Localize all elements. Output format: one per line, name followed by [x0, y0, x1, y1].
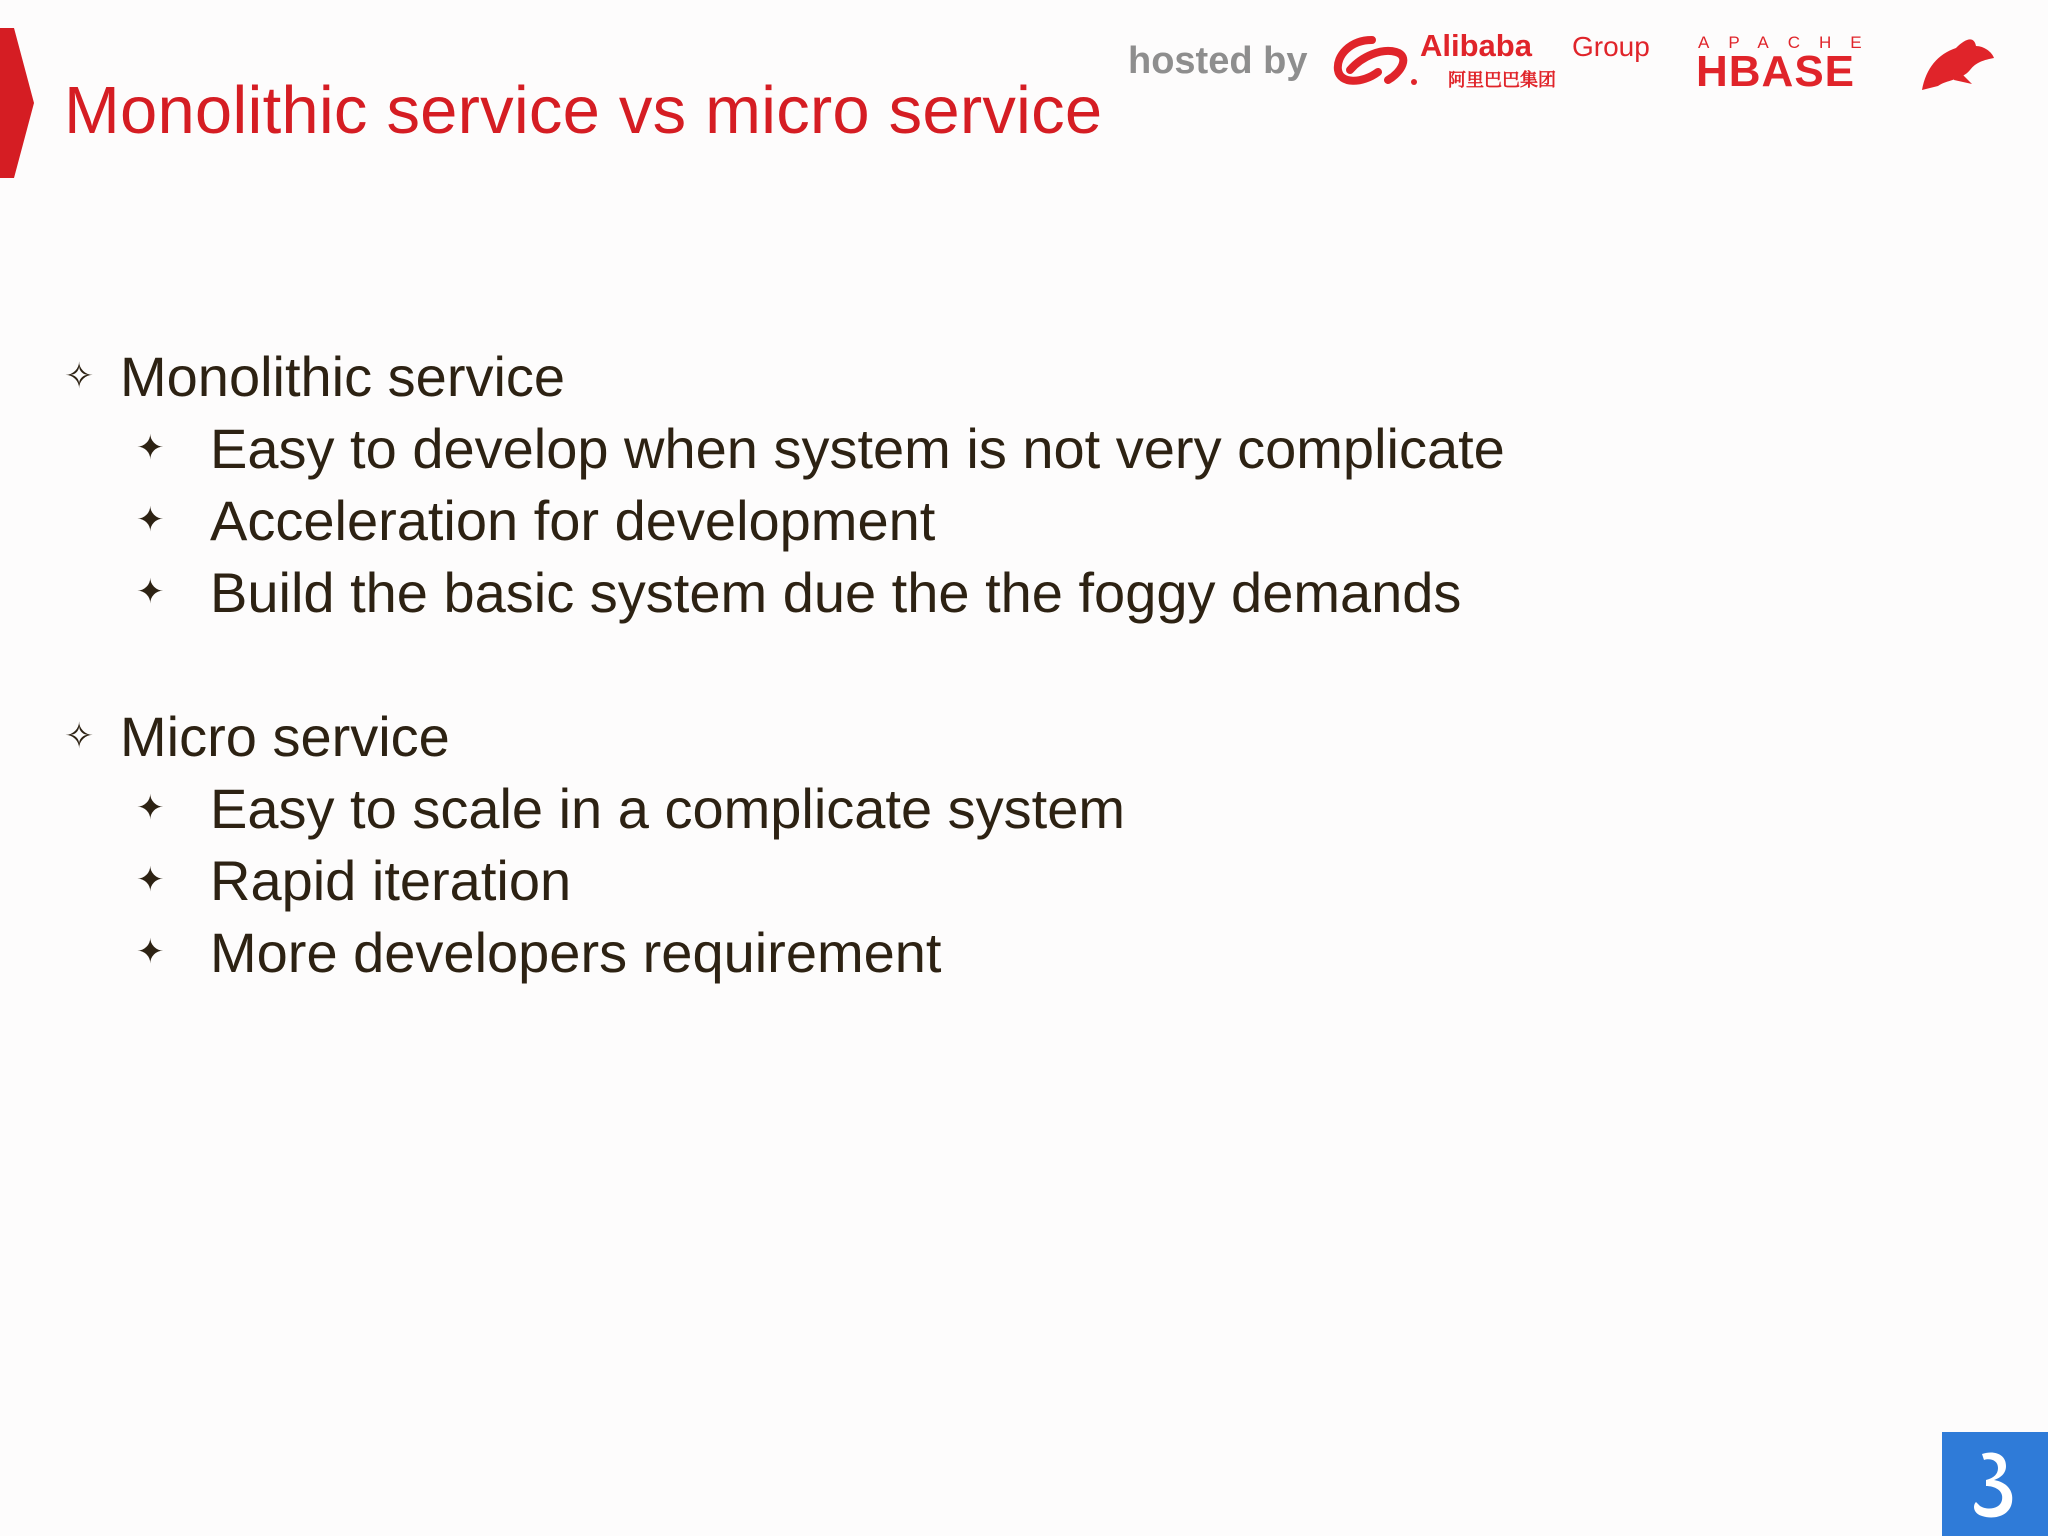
- list-item-text: Easy to develop when system is not very complicate: [210, 416, 1505, 480]
- section-monolithic: [64, 340, 1764, 628]
- list-item: [64, 844, 1764, 916]
- svg-text:HBASE: HBASE: [1696, 47, 1856, 96]
- slide-body: [64, 340, 1764, 1060]
- four-point-star-filled-icon: ✦: [136, 429, 165, 467]
- four-point-star-outline-icon: ✧: [64, 355, 95, 396]
- four-point-star-filled-icon: ✦: [136, 861, 165, 899]
- list-item-text: Build the basic system due the the foggy demands: [210, 560, 1462, 624]
- list-item-text: Acceleration for development: [210, 488, 936, 552]
- list-item-text: Rapid iteration: [210, 848, 572, 912]
- section-heading-text: Micro service: [120, 704, 450, 768]
- slide-accent-chevron: [0, 28, 34, 178]
- list-item: [64, 772, 1764, 844]
- corner-logo-badge[interactable]: [1942, 1432, 2048, 1536]
- apache-hbase-logo: [1694, 28, 1994, 98]
- list-item: [64, 916, 1764, 988]
- four-point-star-filled-icon: ✦: [136, 501, 165, 539]
- four-point-star-filled-icon: ✦: [136, 789, 165, 827]
- list-item: [64, 556, 1764, 628]
- alibaba-group-logo: [1332, 26, 1664, 92]
- section-heading-text: Monolithic service: [120, 344, 566, 408]
- section-micro: [64, 700, 1764, 988]
- section-heading: [64, 700, 1764, 772]
- svg-text:Alibaba: Alibaba: [1420, 28, 1532, 63]
- svg-text:阿里巴巴集团: 阿里巴巴集团: [1448, 70, 1556, 91]
- slide-title: Monolithic service vs micro service: [64, 73, 1103, 148]
- four-point-star-outline-icon: ✧: [64, 715, 95, 756]
- svg-text:APACHE: APACHE: [1698, 33, 1881, 52]
- list-item-text: More developers requirement: [210, 920, 942, 984]
- hosted-by-label: hosted by: [1128, 40, 1308, 82]
- b-logo-icon: [1960, 1446, 2030, 1522]
- svg-text:Group: Group: [1572, 31, 1650, 62]
- section-heading: [64, 340, 1764, 412]
- list-item: [64, 484, 1764, 556]
- four-point-star-filled-icon: ✦: [136, 573, 165, 611]
- list-item-text: Easy to scale in a complicate system: [210, 776, 1126, 840]
- four-point-star-filled-icon: ✦: [136, 933, 165, 971]
- list-item: [64, 412, 1764, 484]
